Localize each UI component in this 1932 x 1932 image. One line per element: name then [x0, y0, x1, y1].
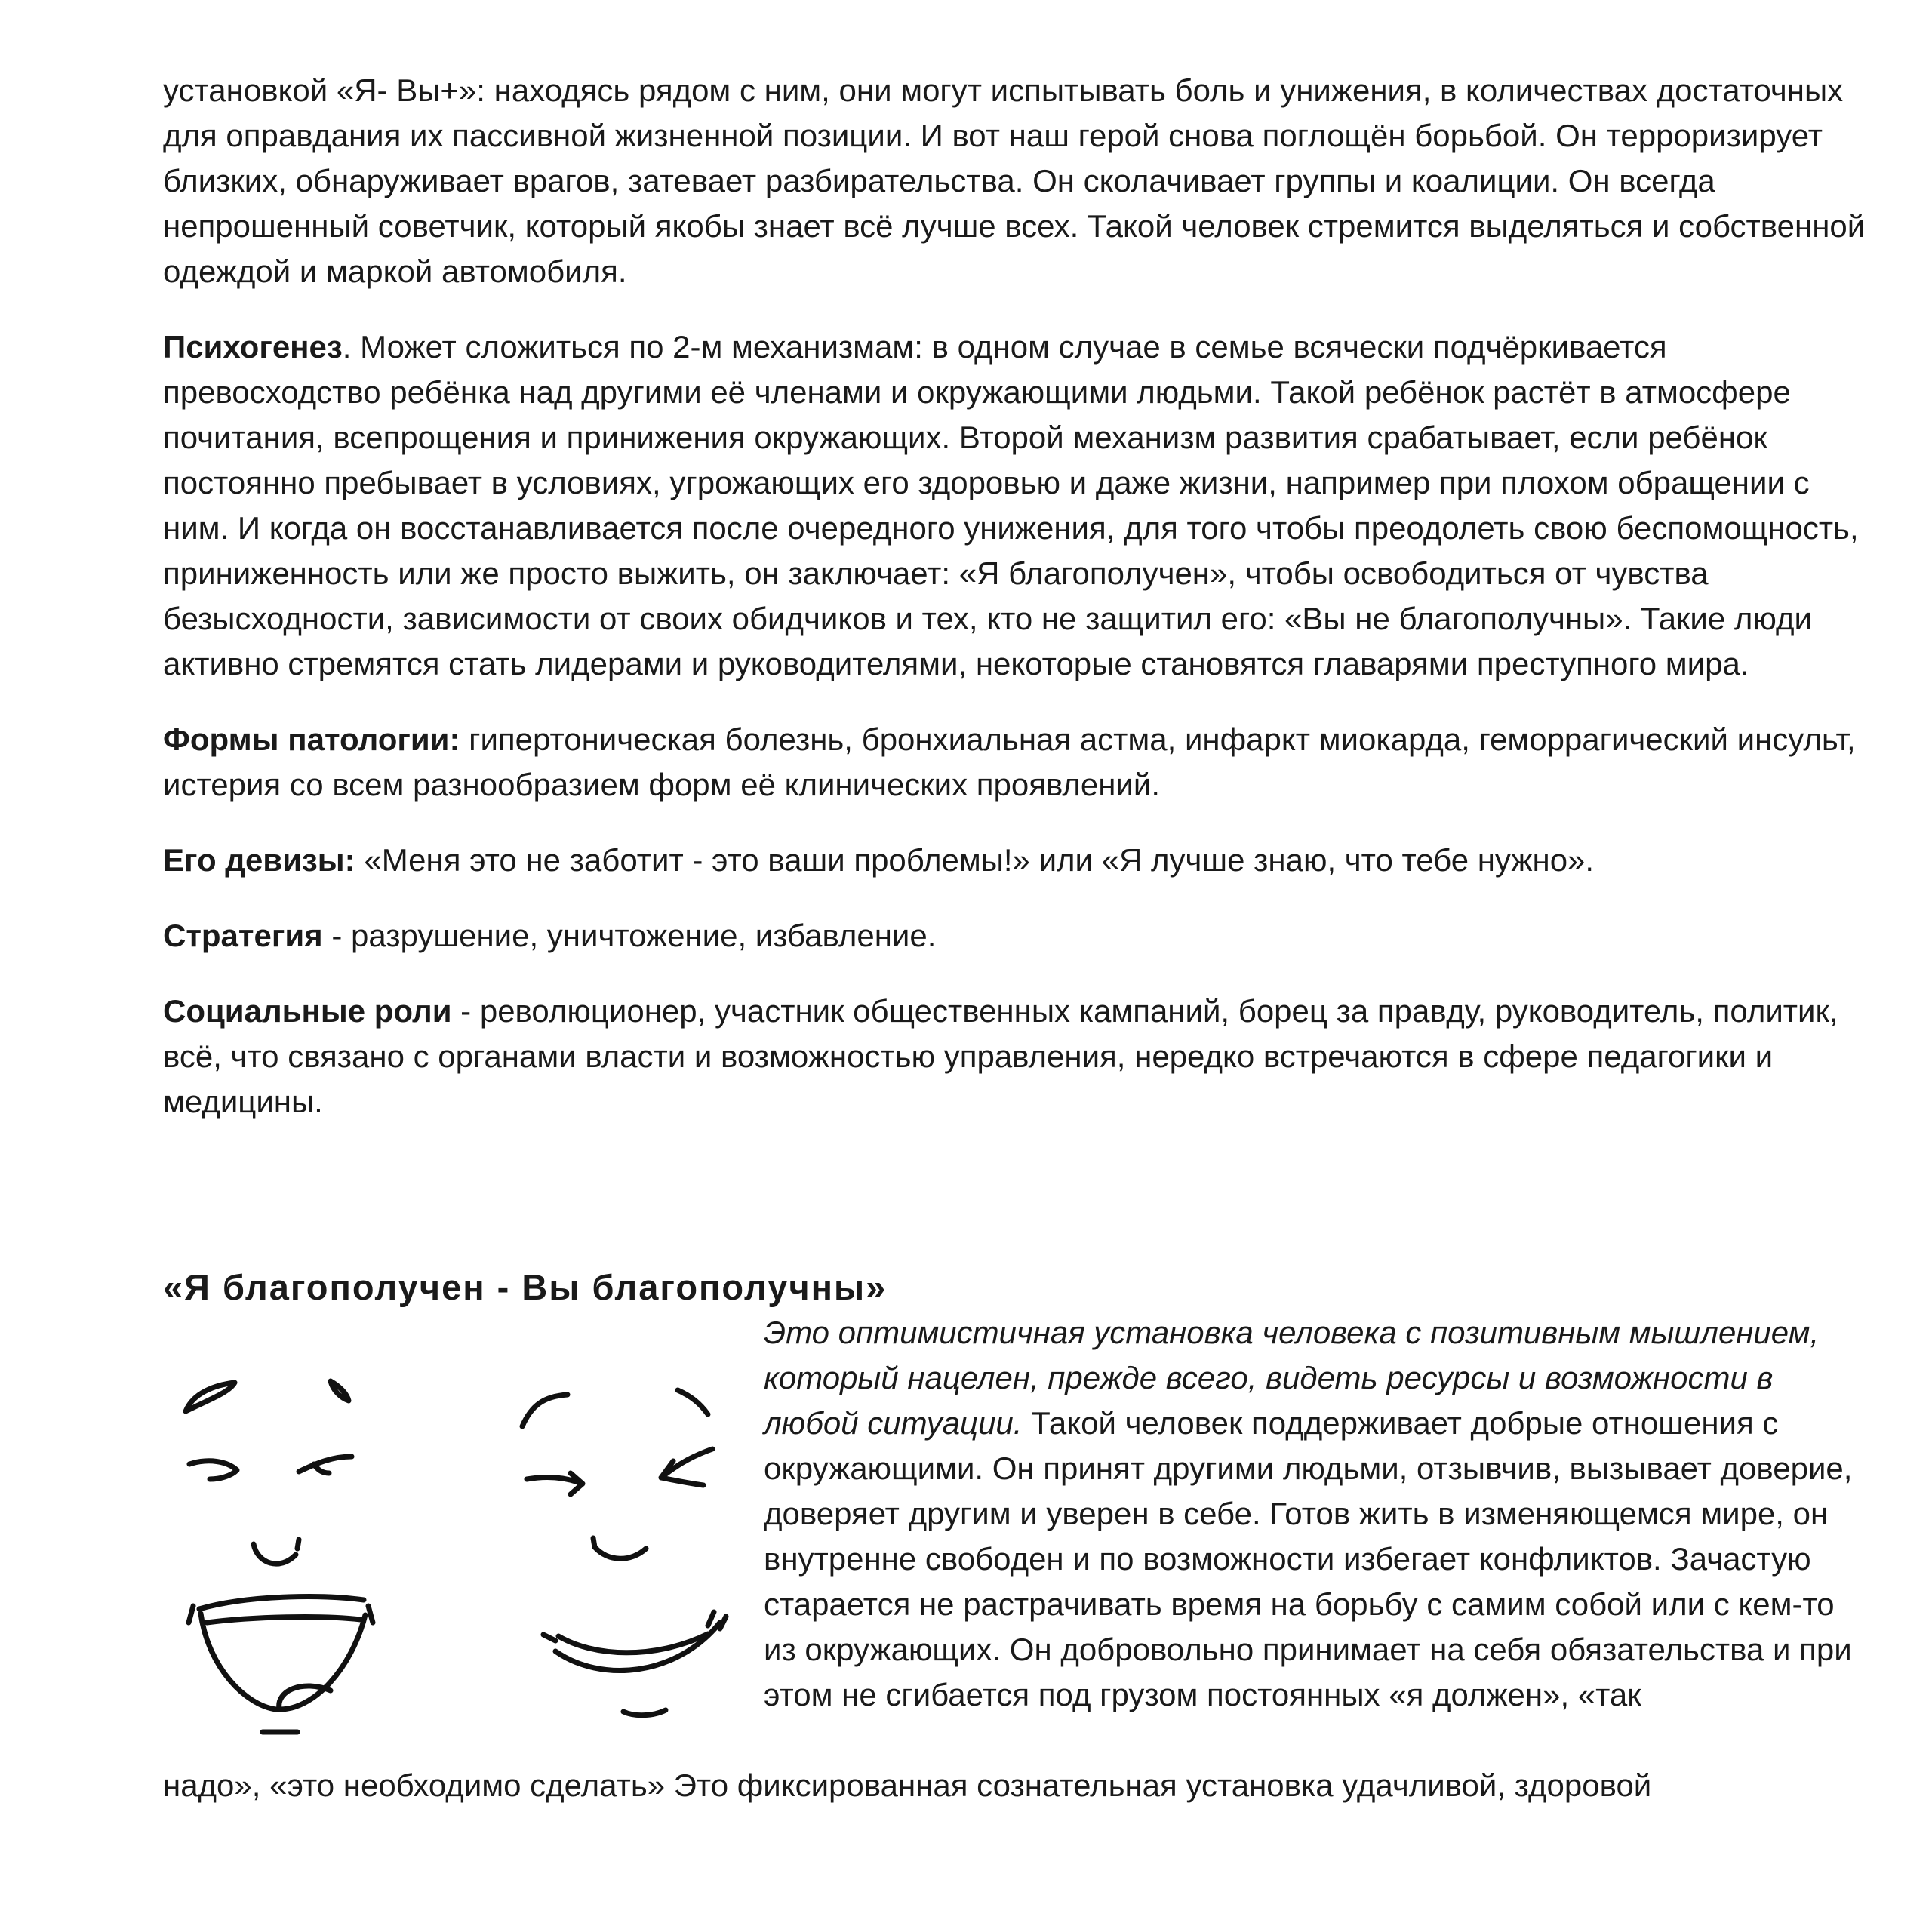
mottos-label: Его девизы: — [163, 842, 355, 878]
pathology-text: гипертоническая болезнь, бронхиальная астма, инфаркт миокарда, геморрагический инсульт, истерия со всем разнообразием форм её клинических проявлений. — [163, 721, 1856, 802]
pathology-label: Формы патологии: — [163, 721, 460, 757]
mottos-text: «Меня это не заботит - это ваши проблемы!» или «Я лучше знаю, что тебе нужно». — [355, 842, 1595, 878]
paragraph-strategy — [163, 913, 1869, 958]
section-continuation: надо», «это необходимо сделать» Это фиксированная сознательная установка удачливой, здоровой — [163, 1767, 1652, 1803]
section-heading: «Я благополучен - Вы благополучны» — [163, 1267, 888, 1307]
psychogenesis-text: . Может сложиться по 2-м механизмам: в одном случае в семье всячески подчёркивается превосходство ребёнка над другими её членами и окружающими людьми. Такой ребёнок растёт в атмосфере почитания, всепрощения и принижения окружающих. Второй механизм развития срабатывает, если ребёнок постоянно пребывает в условиях, угрожающих его здоровью и даже жизни, например при плохом обращении с ним. И когда он восстанавливается после очередного унижения, для того чтобы преодолеть свою беспомощность, приниженность или же просто выжить, он заключает: «Я благополучен», чтобы освободиться от чувства безысходности, зависимости от своих обидчиков и тех, кто не защитил его: «Вы не благополучны». Такие люди активно стремятся стать лидерами и руководителями, некоторые становятся главарями преступного мира. — [163, 329, 1859, 681]
strategy-text: - разрушение, уничтожение, избавление. — [322, 918, 937, 953]
document-body — [163, 68, 1869, 1155]
strategy-label: Стратегия — [163, 918, 323, 953]
section-intro — [764, 1310, 1866, 1718]
paragraph-intro — [163, 68, 1869, 294]
paragraph-mottos — [163, 838, 1869, 883]
psychogenesis-label: Психогенез — [163, 329, 343, 365]
social-roles-label: Социальные роли — [163, 993, 452, 1029]
paragraph-psychogenesis — [163, 325, 1869, 687]
right-face-illustration — [522, 1390, 726, 1715]
section-intro-italic: Это оптимистичная установка человека с позитивным мышлением, который нацелен, прежде всего, видеть ресурсы и возможности в любой ситуации. — [764, 1315, 1820, 1441]
paragraph-pathology — [163, 717, 1869, 808]
section-intro-body: Такой человек поддерживает добрые отношения с окружающими. Он принят другими людьми, отзывчив, вызывает доверие, доверяет другим и уверен в себе. Готов жить в изменяющемся мире, он внутренне свободен и по возможности избегает конфликтов. Зачастую старается не растрачивать время на борьбу с самим собой или с кем-то из окружающих. Он добровольно принимает на себя обязательства и при этом не сгибается под грузом постоянных «я должен», «так — [764, 1405, 1853, 1712]
social-roles-text: - революционер, участник общественных кампаний, борец за правду, руководитель, политик, всё, что связано с органами власти и возможностью управления, нередко встречаются в сфере педагогики и медицины. — [163, 993, 1838, 1119]
laughing-faces-icon — [163, 1351, 752, 1743]
paragraph-intro-text: установкой «Я- Вы+»: находясь рядом с ним, они могут испытывать боль и унижения, в количествах достаточных для оправдания их пассивной жизненной позиции. И вот наш герой снова поглощён борьбой. Он терроризирует близких, обнаруживает врагов, затевает разбирательства. Он сколачивает группы и коалиции. Он всегда непрошенный советчик, который якобы знает всё лучше всех. Такой человек стремится выделяться и собственной одеждой и маркой автомобиля. — [163, 72, 1866, 289]
paragraph-social-roles — [163, 989, 1869, 1124]
left-face-illustration — [186, 1381, 373, 1732]
